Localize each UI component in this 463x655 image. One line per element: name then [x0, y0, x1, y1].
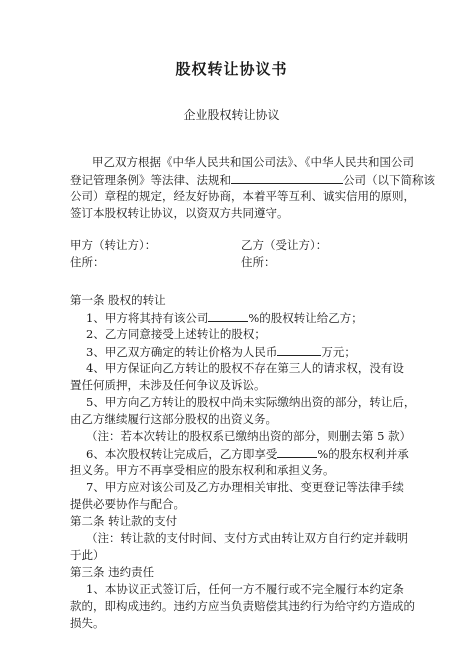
article-1-item-2: 2、乙方同意接受上述转让的股权；	[86, 327, 266, 341]
party-b-label: 乙方（受让方）：	[241, 238, 328, 252]
article-1-item-7a: 7、甲方应对该公司及乙方办理相关审批、变更登记等法律手续	[86, 480, 404, 494]
item-text: 3、甲乙双方确定的转让价格为人民币	[86, 345, 278, 359]
item-text: %的股权转让给乙方；	[248, 311, 363, 325]
intro-text: 公司（以下简称该	[343, 173, 435, 187]
document-title: 股权转让协议书	[175, 60, 288, 78]
article-2-note-a: （注：转让款的支付时间、支付方式由转让双方自行约定并载明	[86, 531, 408, 545]
article-1-item-7b: 提供必要协作与配合。	[70, 497, 185, 511]
article-1-note: （注：若本次转让的股权系已缴纳出资的部分，则删去第 5 款）	[86, 429, 412, 443]
article-2-heading: 第二条 转让款的支付	[70, 514, 178, 528]
party-a-address: 住所：	[70, 255, 105, 269]
article-1-item-1	[86, 310, 463, 325]
item-text: %的股东权利并承	[317, 447, 409, 461]
company-name-blank	[231, 172, 343, 184]
article-3-item-1b: 款的，即构成违约。违约方应当负责赔偿其违约行为给守约方造成的	[70, 599, 415, 613]
article-1-item-3	[86, 344, 463, 359]
article-1-item-6b: 担义务。甲方不再享受相应的股东权利和承担义务。	[70, 463, 335, 477]
party-a-label: 甲方（转让方）：	[70, 238, 157, 252]
article-3-item-1c: 损失。	[70, 616, 105, 630]
item-text: 1、甲方将其持有该公司	[86, 311, 209, 325]
article-1-item-4b: 置任何质押，未涉及任何争议及诉讼。	[70, 378, 266, 392]
intro-line-2	[70, 172, 463, 187]
equity-percent-blank	[277, 446, 317, 458]
article-1-item-5a: 5、甲方向乙方转让的股权中尚未实际缴纳出资的部分，转让后，	[86, 395, 416, 409]
article-1-item-4a: 4、甲方保证向乙方转让的股权不存在第三人的请求权，没有设	[86, 361, 404, 375]
intro-line-4: 签订本股权转让协议，以资双方共同遵守。	[70, 206, 289, 220]
article-3-item-1a: 1、本协议正式签订后，任何一方不履行或不完全履行本约定条	[86, 582, 404, 596]
intro-text: 登记管理条例》等法律、法规和	[70, 173, 231, 187]
intro-line-1: 甲乙双方根据《中华人民共和国公司法》、《中华人民共和国公司	[92, 155, 414, 169]
item-text: 万元；	[321, 345, 356, 359]
article-2-note-b: 于此）	[70, 548, 105, 562]
share-percent-blank	[208, 310, 248, 322]
article-1-heading: 第一条 股权的转让	[70, 293, 166, 307]
intro-line-3: 公司）章程的规定，经友好协商，本着平等互利、诚实信用的原则，	[70, 189, 415, 203]
article-3-heading: 第三条 违约责任	[70, 565, 155, 579]
article-1-item-6a	[86, 446, 463, 461]
item-text: 6、本次股权转让完成后，乙方即享受	[86, 447, 278, 461]
document-subtitle: 企业股权转让协议	[183, 108, 280, 122]
party-b-address: 住所：	[241, 255, 276, 269]
price-blank	[277, 344, 321, 356]
article-1-item-5b: 由乙方继续履行这部分股权的出资义务。	[70, 412, 277, 426]
